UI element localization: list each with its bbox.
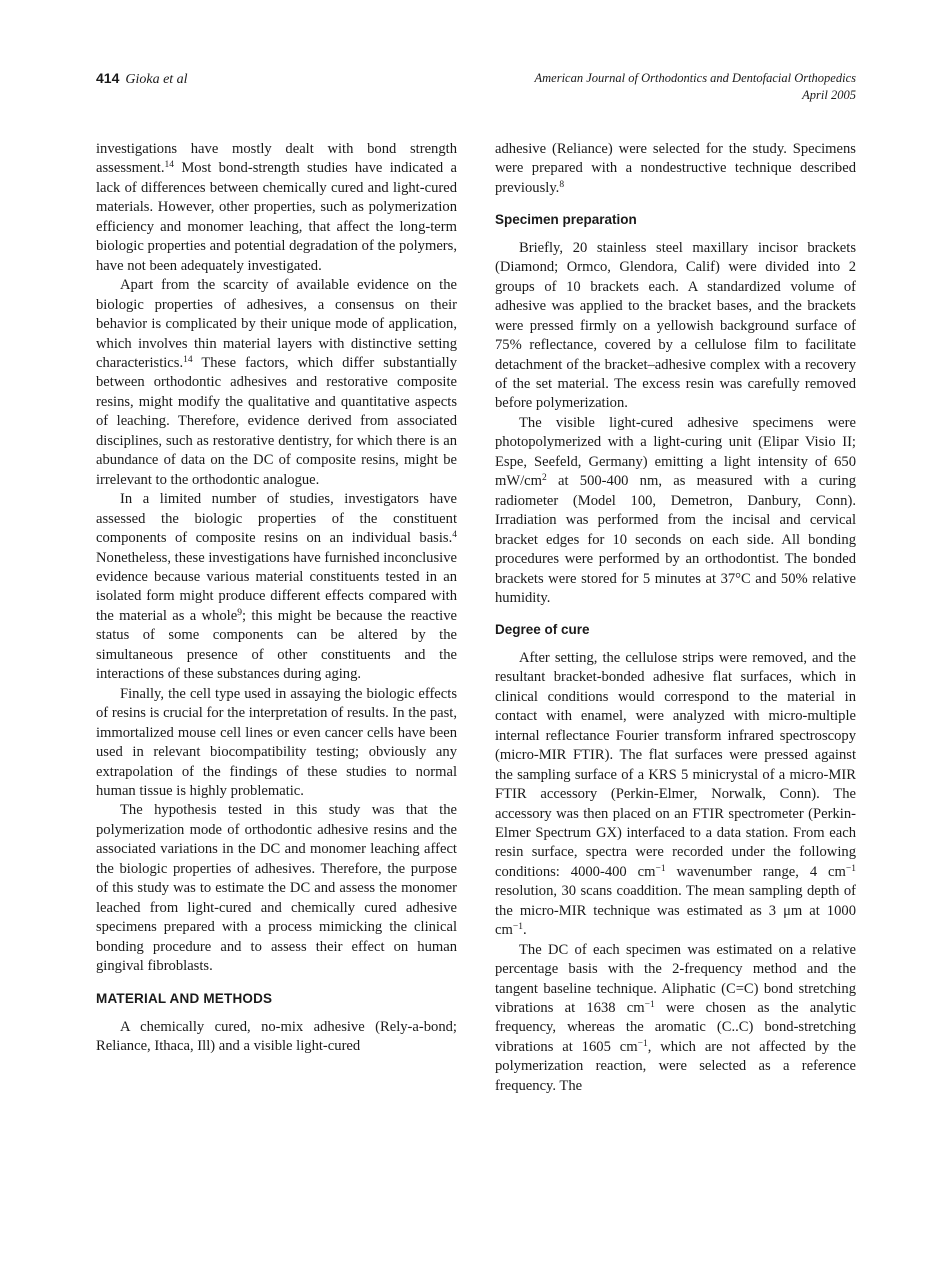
section-heading-methods: MATERIAL AND METHODS <box>96 991 273 1007</box>
paragraph: investigations have mostly dealt with bond strength assessment.$^{14}$ Most bond-strength studies have indicated a lack of differences between chemically cured and light-cured materials. However, other properties, such as polymerization efficiency and monomer leaching, that affect the long-term biologic properties and potential degradation of the polymers, have not been adequately investigated. <box>96 141 457 274</box>
running-header-authors: Gioka et al <box>125 72 188 87</box>
citation: 9 <box>237 607 242 618</box>
paragraph: Finally, the cell type used in assaying the biologic effects of resins is crucial for the interpretation of results. In the past, immortalized mouse cell lines or even cancer cells have been used in relevant biocompatibility testing; obviously any extrapolation of the findings of these studies to normal human tissue is highly problematic. <box>96 685 457 799</box>
paragraph: Briefly, 20 stainless steel maxillary incisor brackets (Diamond; Ormco, Glendora, Calif) were divided into 2 groups of 10 brackets each. A standardized volume of adhesive was applied to the bracket bases, and the brackets were pressed firmly on a yellowish background surface of 75% reflectance, covered by a cellulose film to facilitate detachment of the bracket–adhesive complex with a recovery of the set material. The excess resin was carefully removed before polymerization. <box>495 239 856 412</box>
citation: 14 <box>164 160 175 171</box>
paragraph: adhesive (Reliance) were selected for the study. Specimens were prepared with a nondestructive technique described previously.$^8$ <box>495 141 856 196</box>
subsection-heading-specimen: Specimen preparation <box>495 212 637 228</box>
issue-date: April 2005 <box>802 88 856 102</box>
right-column <box>495 140 856 1096</box>
paragraph: A chemically cured, no-mix adhesive (Rely-a-bond; Reliance, Ithaca, Ill) and a visible light-cured <box>96 1018 457 1055</box>
left-column <box>96 140 457 1057</box>
paragraph: In a limited number of studies, investigators have assessed the biologic properties of the constituent components of composite resins on an individual basis.$^4$ Nonetheless, these investigations have furnished inconclusive evidence because various material constituents tested in an isolated form might produce different effects compared with the material as a whole$^9$; this might be because the reactive status of some components can be altered by the simultaneous presence of other constituents and the interactions of these substances during aging. <box>96 491 458 683</box>
paragraph: The DC of each specimen was estimated on a relative percentage basis with the 2-frequency method and the tangent baseline technique. Aliphatic (C=C) bond stretching vibrations at 1638 $cm^{-1}$ were chosen as the analytic frequency, whereas the aromatic (C..C) bond-stretching vibrations at 1605 $cm^{-1}$, which are not affected by the polymerization reaction, were selected as a reference frequency. The <box>495 941 856 1094</box>
subsection-heading-cure: Degree of cure <box>495 622 590 638</box>
journal-title: American Journal of Orthodontics and Dentofacial Orthopedics <box>534 71 856 85</box>
page-number: 414 <box>96 70 120 86</box>
citation: 14 <box>183 354 193 365</box>
paragraph: After setting, the cellulose strips were removed, and the resultant bracket-bonded adhesive flat surfaces, which in clinical conditions would correspond to the material in contact with enamel, were analyzed with micro-multiple internal reflectance Fourier transform infrared spectroscopy (micro-MIR FTIR). The flat surfaces were pressed against the sampling surface of a KRS 5 minicrystal of a micro-MIR FTIR accessory (Perkin-Elmer, Norwalk, Conn). The accessory was then placed on an FTIR spectrometer (Perkin-Elmer Spectrum GX) interfaced to a data station. From each resin surface, spectra were recorded under the following conditions: 4000-400 $cm^{-1}$ wavenumber range, 4 $cm^{-1}$ resolution, 30 scans coaddition. The mean sampling depth of the micro-MIR technique was estimated as 3 μm at 1000 $cm^{-1}$. <box>495 649 856 939</box>
paragraph: The hypothesis tested in this study was that the polymerization mode of orthodontic adhesive resins and the associated variations in the DC and monomer leaching affect the biologic properties of adhesives. Therefore, the purpose of this study was to estimate the DC and assess the monomer leached from light-cured and chemically cured adhesive specimens prepared with a process mimicking the clinical bonding procedure and to assess their effect on human gingival fibroblasts. <box>96 802 457 975</box>
paragraph: Apart from the scarcity of available evidence on the biologic properties of adhesives, a consensus on their behavior is complicated by their unique mode of application, which involves thin material layers with distinctive setting characteristics.$^{14}$ These factors, which differ substantially between orthodontic adhesives and restorative composite resins, might modify the qualitative and quantitative aspects of leaching. Therefore, evidence derived from associated disciplines, such as restorative dentistry, for which there is an abundance of data on the DC of composite resins, might be irrelevant to the orthodontic analogue. <box>96 277 457 488</box>
citation: 4 <box>452 530 457 541</box>
citation: 8 <box>559 179 565 190</box>
paragraph: The visible light-cured adhesive specimens were photopolymerized with a light-curing unit (Elipar Visio II; Espe, Seefeld, Germany) emitting a light intensity of 650 $mW/cm^2$ at 500-400 nm, as measured with a curing radiometer (Model 100, Demetron, Danbury, Conn). Irradiation was performed from the incisal and cervical bracket edges for 10 seconds on each side. All bonding procedures were performed by an orthodontist. The bonded brackets were stored for 5 minutes at 37°C and 50% relative humidity. <box>495 414 856 606</box>
running-header-right <box>535 70 857 104</box>
running-header-left <box>96 70 188 88</box>
